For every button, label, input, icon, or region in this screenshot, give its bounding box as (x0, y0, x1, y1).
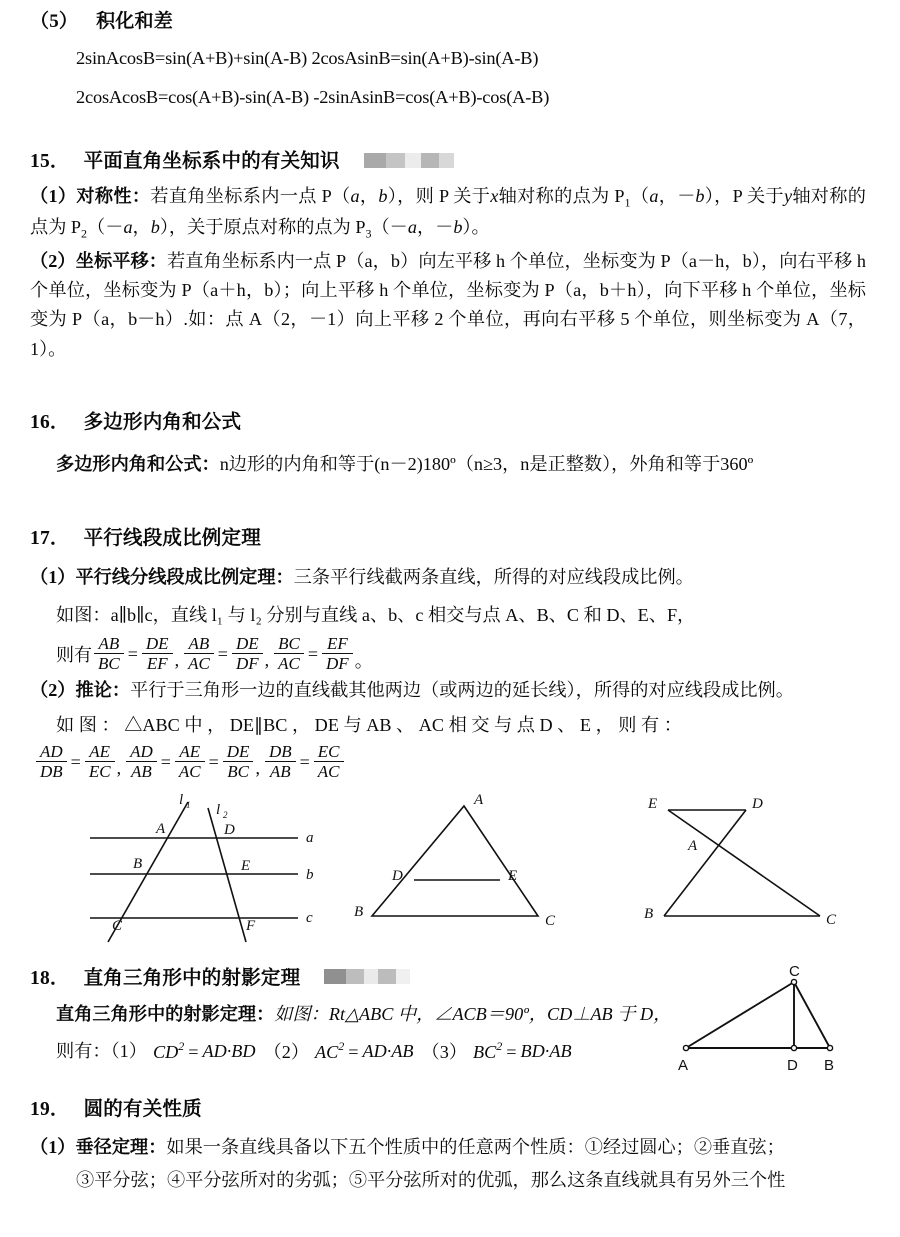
fraction-de-df (232, 634, 263, 673)
t: ），P 关于 (704, 186, 784, 207)
v: a (649, 186, 659, 207)
section-17-item-2 (30, 676, 866, 705)
section-17-item-1 (30, 563, 866, 592)
svg-text:B: B (354, 903, 364, 920)
section-19-item-1-label: （1）垂径定理： (30, 1137, 167, 1158)
section-5-formula-1: 2sinAcosB=sin(A+B)+sin(A-B) 2cosAsinB=sin(A+B)-sin(A-B) (76, 48, 539, 68)
numerator: DB (268, 741, 292, 761)
comma: , (255, 757, 260, 778)
t: ， (132, 217, 151, 238)
result-1-lhs: CD (152, 1041, 179, 1062)
svg-text:A: A (474, 791, 484, 808)
svg-text:l: l (216, 801, 221, 818)
numerator: AD (130, 741, 153, 761)
denominator: DB (36, 761, 67, 781)
numerator: EF (326, 633, 348, 653)
svg-text:D: D (787, 1056, 798, 1074)
t: ），则 P 关于 (387, 186, 491, 207)
document-page (0, 6, 900, 1237)
result-1-rhs: AD·BD (202, 1041, 256, 1062)
numerator: AB (98, 633, 120, 653)
section-5-formula-2: 2cosAcosB=cos(A+B)-sin(A-B) -2sinAsinB=cos(A+B)-cos(A-B) (76, 86, 550, 107)
svg-text:D: D (752, 795, 763, 812)
section-18-title: 直角三角形中的射影定理 (83, 967, 301, 989)
fraction-bc-ac (274, 634, 304, 673)
svg-text:A: A (156, 820, 166, 837)
numerator: AE (89, 741, 111, 761)
section-16-heading (30, 406, 866, 434)
section-17-item-1-formula (30, 635, 866, 674)
result-2-tag: （2） (263, 1041, 310, 1062)
fraction-ab-bc (94, 634, 124, 673)
fraction-ec-ac (314, 742, 344, 781)
section-15 (30, 145, 866, 364)
s: 2 (81, 227, 88, 242)
svg-text:C: C (826, 911, 837, 928)
v: y (783, 186, 793, 207)
section-19-title: 圆的有关性质 (83, 1099, 202, 1121)
denominator: DF (232, 653, 263, 673)
section-19-item-1-line-2: ③平分弦；④平分弦所对的劣弧；⑤平分弦所对的优弧，那么这条直线就具有另外三个性 (76, 1169, 786, 1190)
comma: , (264, 649, 270, 670)
t: （－ (87, 217, 124, 238)
result-3-exp: 2 (496, 1039, 503, 1054)
t: ，－ (658, 186, 696, 207)
equals-sign: = (127, 643, 138, 664)
t: （ (630, 186, 650, 207)
denominator: EF (142, 653, 173, 673)
denominator: EC (85, 761, 115, 781)
comma: , (174, 649, 180, 670)
figure-crossed-triangles (630, 788, 860, 948)
result-2-exp: 2 (338, 1039, 345, 1054)
fraction-ad-db (36, 742, 67, 781)
result-2-lhs: AC (315, 1041, 339, 1062)
result-2-rhs: AD·AB (362, 1041, 414, 1062)
equals-sign: = (160, 751, 171, 772)
section-5 (30, 6, 866, 113)
fraction-ad-ab (126, 742, 157, 781)
section-18-number: 18． (30, 967, 70, 989)
svg-text:A: A (688, 837, 698, 854)
section-16-body (30, 450, 866, 479)
section-15-item-2 (30, 247, 866, 365)
t: 轴对称的点为 P (30, 186, 866, 238)
svg-text:b: b (306, 866, 314, 883)
redaction-bar-18 (324, 969, 410, 984)
svg-text:B: B (133, 855, 143, 872)
t: 若直角坐标系内一点 P（ (150, 186, 351, 207)
section-18-body-label: 直角三角形中的射影定理： (56, 1003, 275, 1024)
section-15-item-2-text: 若直角坐标系内一点 P（a，b）向左平移 h 个单位，坐标变为 P（a－h，b），向右平移 h 个单位，坐标变为 P（a＋h，b）；向上平移 h 个单位，坐标变为 P（a，b＋h），向下平移 h 个单位，坐标变为 P（a，b－h）.如：点 A（2，－1）向上平移 2 个单位，再向右平移 5 个单位，则坐标变为 A（7，1）。 (30, 250, 866, 359)
comma: , (116, 757, 122, 778)
period: 。 (354, 651, 373, 672)
section-15-item-1-label: （1）对称性： (30, 186, 151, 207)
results-prefix: 则有： (56, 1041, 111, 1062)
v: a (350, 186, 360, 207)
figure-row (30, 788, 866, 956)
v: a (407, 217, 417, 238)
section-5-title: 积化和差 (96, 11, 173, 32)
svg-text:A: A (678, 1056, 689, 1074)
numerator: BC (278, 633, 300, 653)
svg-text:F: F (246, 917, 256, 934)
section-15-title: 平面直角坐标系中的有关知识 (83, 151, 340, 173)
result-3-rhs: BD·AB (520, 1041, 572, 1062)
equals-sign: = (217, 643, 228, 664)
numerator: AE (179, 741, 201, 761)
t: ）。 (462, 217, 490, 238)
denominator: BC (94, 653, 124, 673)
section-17-item-2-figtext: 如 图 ： △ABC 中 ， DE∥BC ， DE 与 AB 、 AC 相 交 与 点 D 、 E ， 则 有 ： (56, 715, 682, 736)
figure-triangle-de-parallel-bc (348, 788, 588, 948)
denominator: AC (314, 761, 344, 781)
fraction-de-ef (142, 634, 173, 673)
svg-text:C: C (112, 917, 123, 934)
equals-sign: = (307, 643, 319, 664)
denominator: AC (184, 653, 214, 673)
numerator: DE (235, 633, 259, 653)
result-1-tag: （1） (110, 1041, 147, 1062)
v: b (695, 186, 705, 207)
svg-text:E: E (508, 867, 518, 884)
section-16-number: 16． (30, 412, 70, 434)
section-17-item-2-label: （2）推论： (30, 679, 131, 700)
numerator: DE (226, 741, 250, 761)
section-5-number: （5） (30, 11, 79, 32)
section-17-item-2-formula (30, 743, 866, 782)
section-18-results: 则有：（1） $CD^2 = AD\cdot BD$ （2） $AC^2 = AD\cdot AB$ （3） $BC^2 = BD\cdot AB$ (56, 1039, 572, 1062)
v: x (490, 186, 499, 207)
section-17-title: 平行线段成比例定理 (83, 527, 261, 549)
equals-sign: = (70, 751, 81, 772)
section-15-item-2-label: （2）坐标平移： (30, 250, 168, 271)
v: b (453, 217, 463, 238)
t: ），关于原点对称的点为 P (159, 217, 366, 238)
fraction-ae-ec (85, 742, 115, 781)
svg-text:2: 2 (223, 809, 228, 820)
section-19-number: 19． (30, 1099, 70, 1121)
v: a (123, 217, 133, 238)
section-17-number: 17． (30, 527, 70, 549)
section-19-item-1-text: 如果一条直线具备以下五个性质中的任意两个性质：①经过圆心；②垂直弦； (166, 1137, 785, 1158)
section-17-heading (30, 522, 866, 550)
fraction-db-ab (265, 742, 296, 781)
svg-text:C: C (789, 962, 800, 980)
section-15-heading (30, 145, 866, 173)
svg-text:D: D (392, 867, 403, 884)
result-3-tag: （3） (421, 1041, 468, 1062)
s: 3 (365, 227, 372, 242)
t: ， (359, 186, 379, 207)
svg-text:D: D (224, 821, 235, 838)
section-15-item-1 (30, 182, 866, 244)
section-17 (30, 522, 866, 956)
fraction-ef-df (322, 634, 353, 673)
v: b (378, 186, 388, 207)
denominator: DF (322, 653, 353, 673)
svg-text:a: a (306, 829, 314, 846)
section-19 (30, 1093, 866, 1195)
section-16-title: 多边形内角和公式 (83, 412, 242, 434)
svg-text:l: l (179, 791, 184, 808)
section-17-item-1-figtext: 如图：a∥b∥c，直线 l₁ 与 l₂ 分别与直线 a、b、c 相交与点 A、B、C 和 D、E、F， (56, 605, 696, 626)
denominator: AB (126, 761, 157, 781)
section-15-number: 15． (30, 151, 70, 173)
numerator: AD (40, 741, 63, 761)
section-16-body-label: 多边形内角和公式： (56, 454, 220, 475)
fraction-ab-ac (184, 634, 214, 673)
numerator: AB (188, 633, 210, 653)
section-18-body-text: 如图：Rt△ABC 中，∠ACB＝90º，CD⊥AB 于 D， (274, 1003, 672, 1024)
section-16 (30, 406, 866, 479)
formula-prefix: 则有 (56, 645, 92, 666)
svg-text:C: C (545, 912, 556, 929)
denominator: AB (265, 761, 296, 781)
t: ，－ (416, 217, 454, 238)
svg-text:1: 1 (186, 799, 191, 810)
result-3-lhs: BC (473, 1041, 497, 1062)
v: b (150, 217, 160, 238)
figure-parallel-lines (76, 790, 326, 950)
section-5-heading (30, 6, 866, 33)
svg-text:E: E (648, 795, 658, 812)
denominator: BC (223, 761, 254, 781)
t: （－ (371, 217, 408, 238)
numerator: DE (145, 633, 169, 653)
section-18 (30, 962, 866, 1074)
section-17-item-2-text: 平行于三角形一边的直线截其他两边（或两边的延长线），所得的对应线段成比例。 (130, 679, 794, 700)
svg-text:B: B (824, 1056, 835, 1074)
svg-text:E: E (241, 857, 251, 874)
section-16-body-text: n边形的内角和等于(n－2)180º（n≥3，n是正整数），外角和等于360º (219, 454, 754, 475)
denominator: AC (175, 761, 205, 781)
figure-right-triangle-altitude (672, 960, 852, 1080)
fraction-ae-ac (175, 742, 205, 781)
result-1-exp: 2 (178, 1039, 185, 1054)
section-19-item-1-line-1 (30, 1133, 866, 1162)
s: 1 (624, 195, 631, 210)
fraction-de-bc (223, 742, 254, 781)
svg-text:c: c (306, 909, 313, 926)
t: 轴对称的点为 P (498, 186, 625, 207)
section-17-item-1-text: 三条平行线截两条直线，所得的对应线段成比例。 (293, 566, 694, 587)
numerator: EC (317, 741, 340, 761)
equals-sign: = (299, 751, 310, 772)
denominator: AC (274, 653, 304, 673)
equals-sign: = (208, 751, 219, 772)
svg-text:B: B (644, 905, 654, 922)
redaction-bar-15 (364, 153, 454, 168)
section-19-heading (30, 1093, 866, 1121)
section-17-item-1-label: （1）平行线分线段成比例定理： (30, 566, 294, 587)
